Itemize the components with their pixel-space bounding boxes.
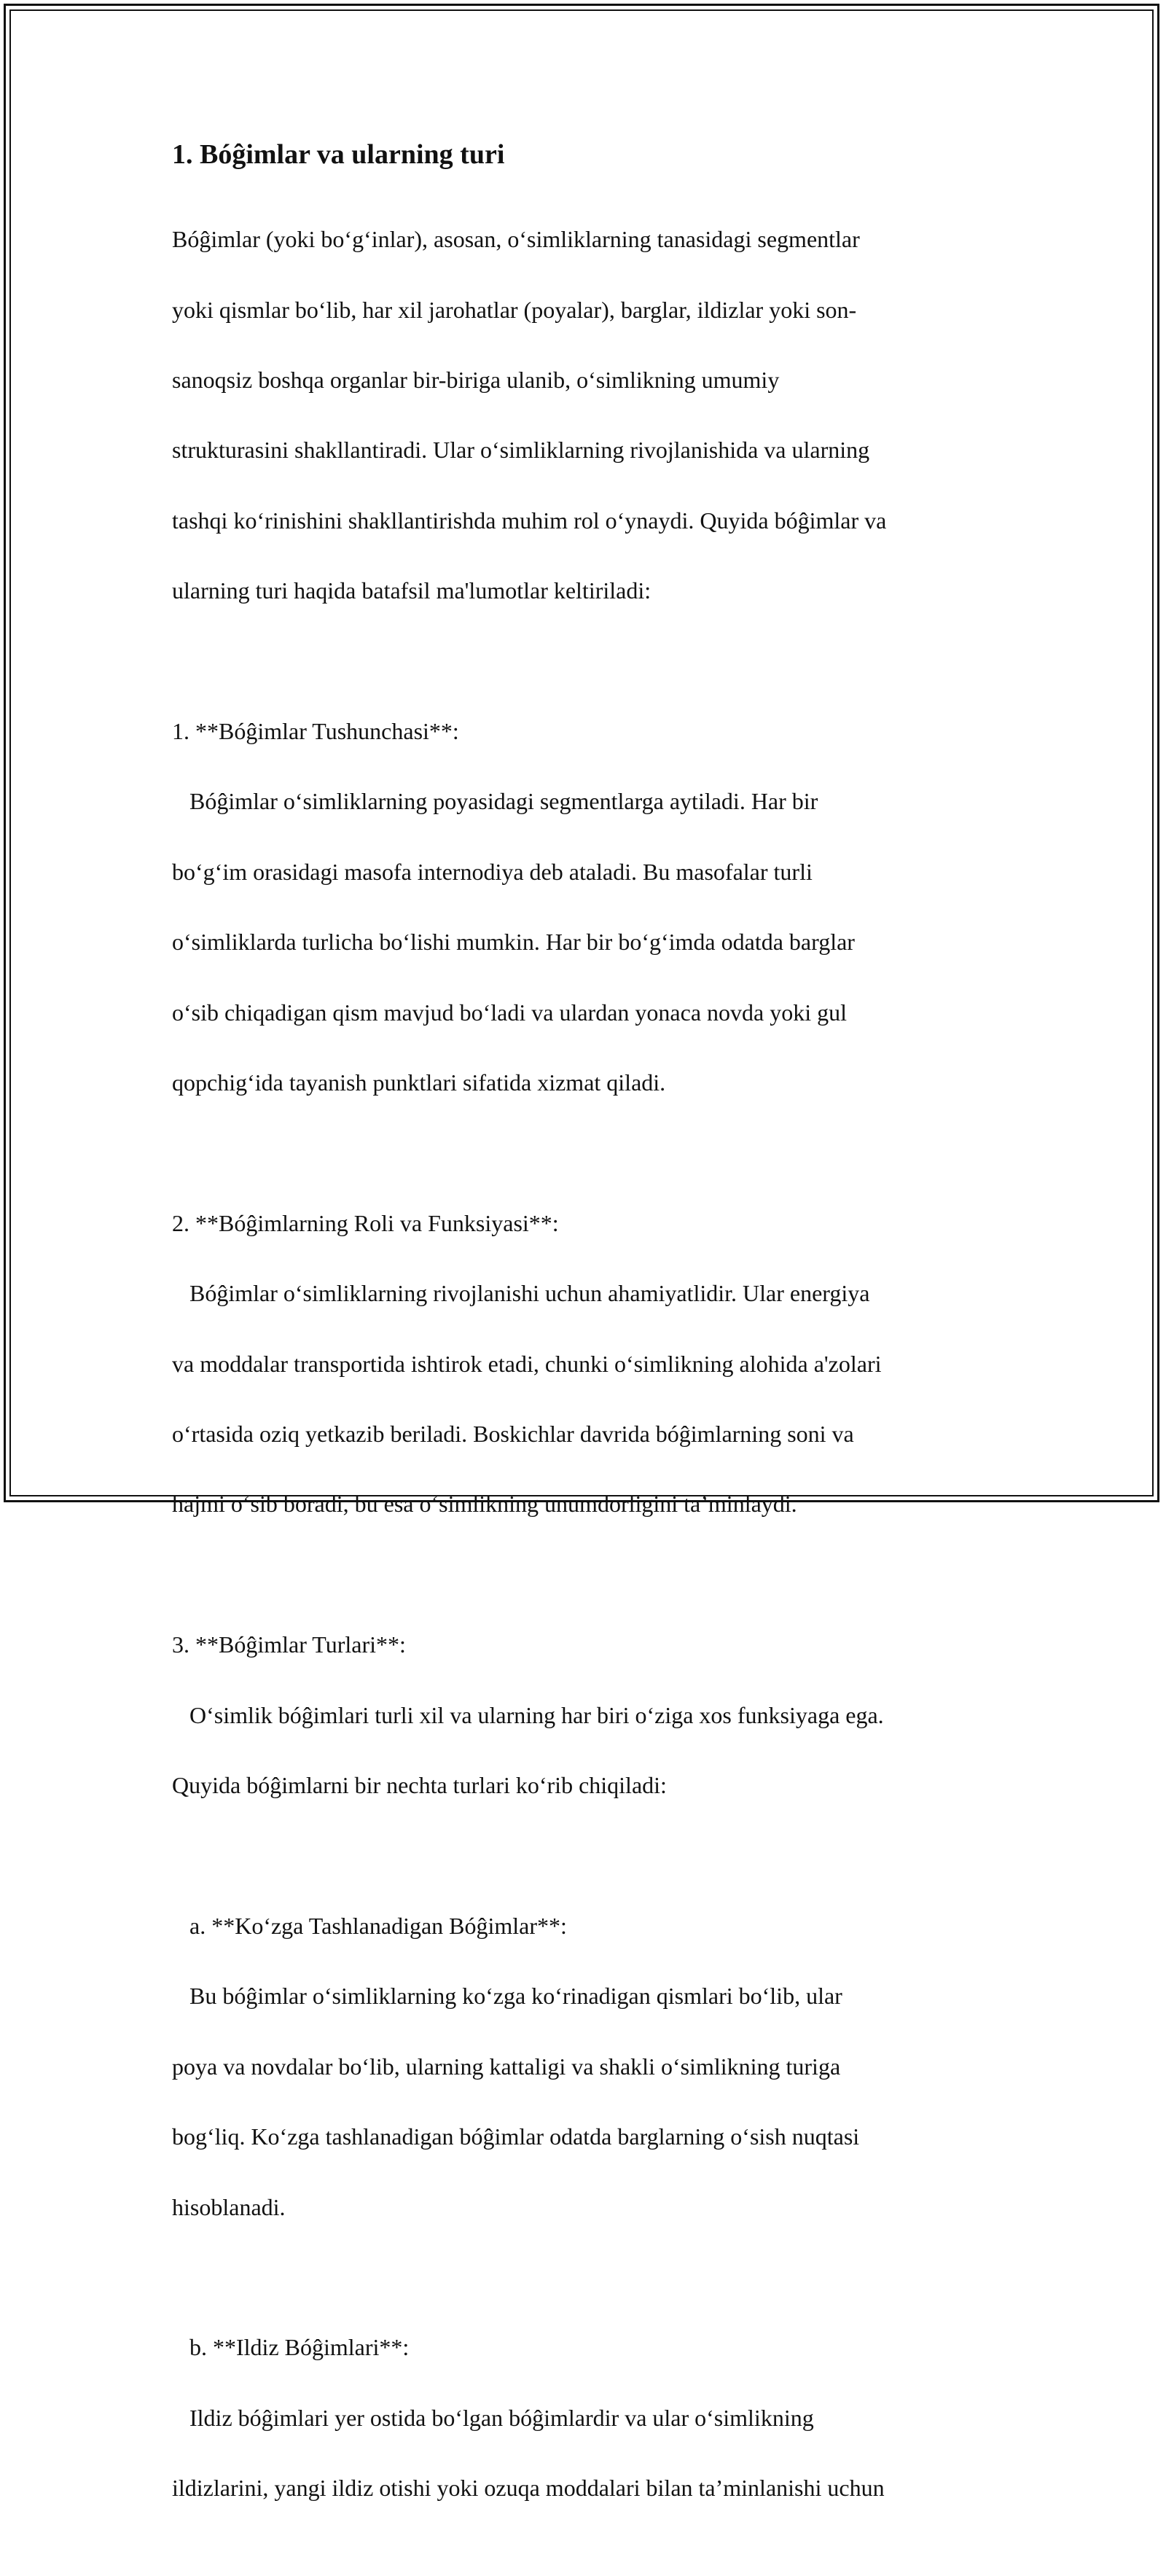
text-line: o‘sib chiqadigan qism mavjud bo‘ladi va ulardan yonaca novda yoki gul xyxy=(172,999,847,1026)
text-line: va moddalar transportida ishtirok etadi, chunki o‘simlikning alohida a'zolari xyxy=(172,1350,882,1377)
text-line: 1. **Bóĝimlar Tushunchasi**: xyxy=(172,718,459,745)
text-line: o‘rtasida oziq yetkazib beriladi. Boskichlar davrida bóĝimlarning soni va xyxy=(172,1421,854,1448)
subsection-b-paragraph xyxy=(172,2295,995,2540)
text-line: 3. **Bóĝimlar Turlari**: xyxy=(172,1631,406,1658)
text-line: hisoblanadi. xyxy=(172,2193,286,2220)
section-2-paragraph xyxy=(172,1171,995,1557)
text-line: bo‘g‘im orasidagi masofa internodiya deb ataladi. Bu masofalar turli xyxy=(172,858,813,885)
text-line: bog‘liq. Ko‘zga tashlanadigan bóĝimlar odatda barglarning o‘sish nuqtasi xyxy=(172,2123,860,2150)
section-3-paragraph xyxy=(172,1592,995,1838)
text-line: 2. **Bóĝimlarning Roli va Funksiyasi**: xyxy=(172,1209,559,1236)
text-line: Bu bóĝimlar o‘simliklarning ko‘zga ko‘rinadigan qismlari bo‘lib, ular xyxy=(172,1983,842,2010)
text-line: Bóĝimlar o‘simliklarning poyasidagi segmentlarga aytiladi. Har bir xyxy=(172,788,818,815)
text-line: ildizlarini, yangi ildiz otishi yoki ozuqa moddalari bilan ta’minlanishi uchun xyxy=(172,2475,885,2502)
text-line: poya va novdalar bo‘lib, ularning kattaligi va shakli o‘simlikning turiga xyxy=(172,2053,841,2080)
text-line: yoki qismlar bo‘lib, har xil jarohatlar (poyalar), barglar, ildizlar yoki son- xyxy=(172,296,857,323)
subsection-a-paragraph xyxy=(172,1873,995,2260)
text-line: Ildiz bóĝimlari yer ostida bo‘lgan bóĝimlardir va ular o‘simlikning xyxy=(172,2404,814,2431)
text-line: sanoqsiz boshqa organlar bir-biriga ulanib, o‘simlikning umumiy xyxy=(172,367,780,394)
text-line: strukturasini shakllantiradi. Ular o‘simliklarning rivojlanishida va ularning xyxy=(172,437,870,464)
document-body xyxy=(172,136,995,2576)
text-line: o‘simliklarda turlicha bo‘lishi mumkin. Har bir bo‘g‘imda odatda barglar xyxy=(172,929,855,956)
text-line: Quyida bóĝimlarni bir nechta turlari ko‘rib chiqiladi: xyxy=(172,1772,667,1799)
text-line: qopchig‘ida tayanish punktlari sifatida xizmat qiladi. xyxy=(172,1069,666,1096)
section-1-paragraph xyxy=(172,679,995,1136)
text-line: hajmi o‘sib boradi, bu esa o‘simlikning unumdorligini ta’minlaydi. xyxy=(172,1491,797,1518)
text-line: Bóĝimlar o‘simliklarning rivojlanishi uchun ahamiyatlidir. Ular energiya xyxy=(172,1280,870,1307)
text-line: b. **Ildiz Bóĝimlari**: xyxy=(172,2334,410,2361)
section-heading: 1. Bóĝimlar va ularning turi xyxy=(172,139,505,170)
text-line: Bóĝimlar (yoki bo‘g‘inlar), asosan, o‘simliklarning tanasidagi segmentlar xyxy=(172,226,860,253)
text-line: ularning turi haqida batafsil ma'lumotlar keltiriladi: xyxy=(172,577,652,604)
intro-paragraph xyxy=(172,187,995,644)
text-line: a. **Ko‘zga Tashlanadigan Bóĝimlar**: xyxy=(172,1912,567,1939)
text-line: tashqi ko‘rinishini shakllantirishda muhim rol o‘ynaydi. Quyida bóĝimlar va xyxy=(172,507,887,534)
text-line: O‘simlik bóĝimlari turli xil va ularning har biri o‘ziga xos funksiyaga ega. xyxy=(172,1701,884,1728)
